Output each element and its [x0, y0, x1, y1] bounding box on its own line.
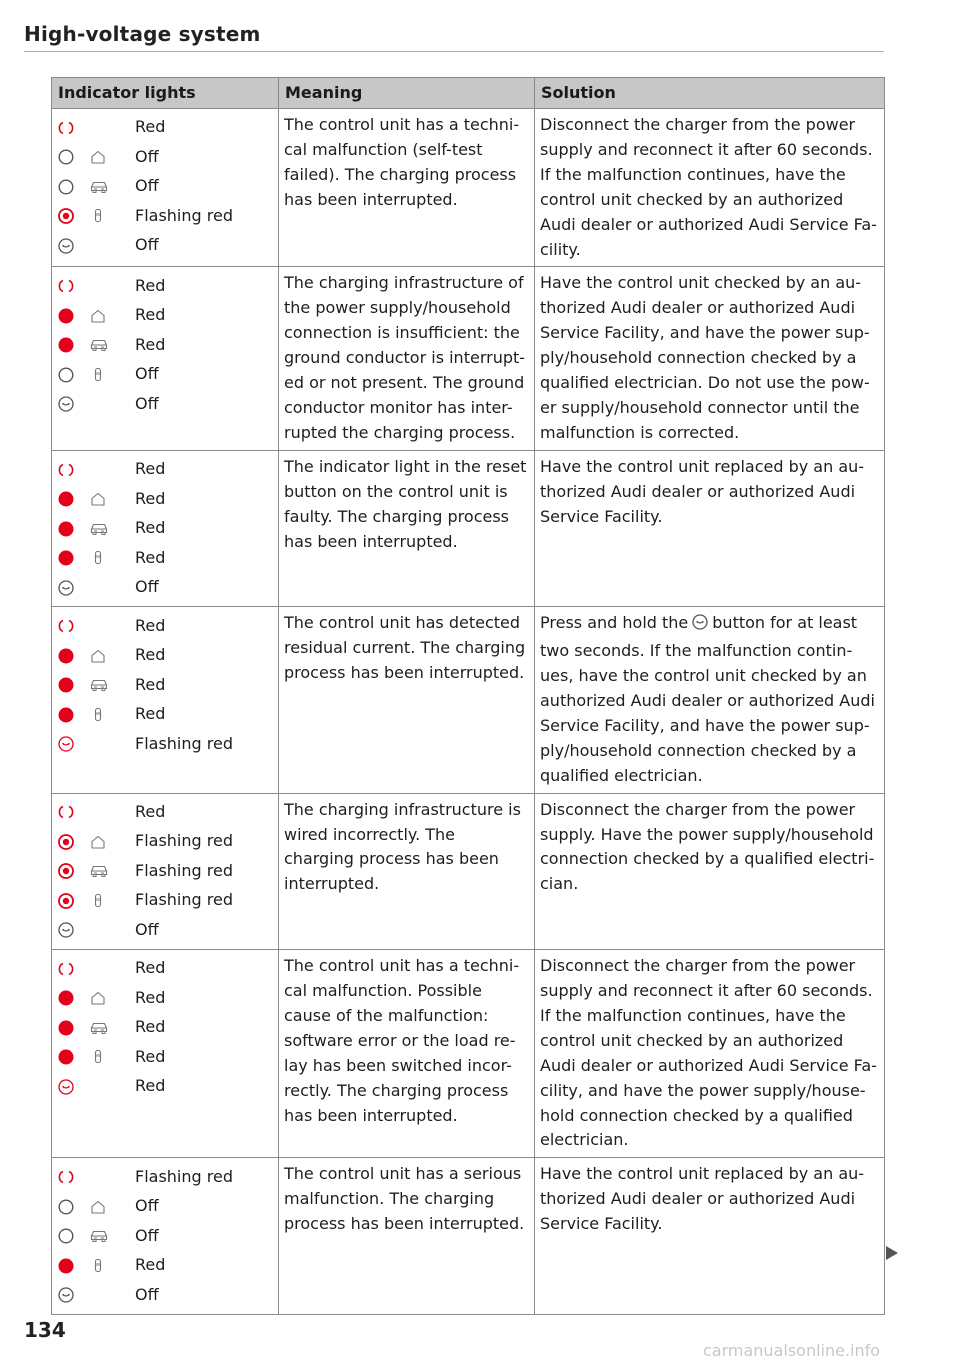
indicator-light-row: [55, 827, 273, 857]
meaning-cell: The charging infrastructure is wired incorrectly. The charging process has been interrupted.: [279, 793, 535, 950]
watermark: carmanualsonline.info: [703, 1341, 881, 1360]
target-red-icon: [55, 833, 87, 851]
indicator-state: Flashing red: [135, 733, 233, 753]
reset-button-icon: [55, 1286, 87, 1304]
solid-red-icon: [55, 307, 87, 325]
indicator-light-row: [55, 1251, 273, 1281]
page-number: 134: [24, 1318, 66, 1342]
table-row: [52, 109, 885, 267]
indicator-light-row: [55, 954, 273, 984]
plug-icon: [87, 207, 135, 225]
plug-icon: [87, 1048, 135, 1066]
indicator-light-row: [55, 611, 273, 641]
hollow-circle-icon: [55, 1227, 87, 1245]
meaning-cell: The indicator light in the reset button on the control unit is faulty. The charging process has been interrupted.: [279, 450, 535, 607]
plug-icon: [87, 549, 135, 567]
solution-cell: Disconnect the charger from the power supply and reconnect it after 60 seconds. If the malfunction continues, have the control unit checked by an authorized Audi dealer or authorized Audi Service Fa-cility, and have the power supply/house-hold connection checked by a qualified electrician.: [535, 950, 885, 1158]
indicator-light-row: [55, 1221, 273, 1251]
indicator-lights-cell: [52, 450, 279, 607]
indicator-state: Red: [135, 334, 166, 354]
indicator-state: Off: [135, 1225, 159, 1245]
target-red-icon: [55, 862, 87, 880]
plug-icon: [87, 892, 135, 910]
hollow-circle-icon: [55, 178, 87, 196]
solid-red-icon: [55, 706, 87, 724]
indicator-state: Off: [135, 235, 159, 255]
solution-cell: Have the control unit checked by an au-thorized Audi dealer or authorized Audi Service Facility, and have the power sup-ply/household connection checked by a qualified electrician. Do not use the pow-er supply/household connector until the malfunction is corrected.: [535, 267, 885, 450]
solid-red-icon: [55, 1019, 87, 1037]
indicator-light-row: [55, 700, 273, 730]
indicator-light-row: [55, 1043, 273, 1073]
indicator-light-row: [55, 389, 273, 419]
car-icon: [87, 178, 135, 196]
solid-red-icon: [55, 336, 87, 354]
car-icon: [87, 1227, 135, 1245]
indicator-light-row: [55, 1280, 273, 1310]
indicator-lights-cell: [52, 950, 279, 1158]
house-icon: [87, 490, 135, 508]
reset-button-icon: [55, 579, 87, 597]
indicator-state: Red: [135, 275, 166, 295]
indicator-light-row: [55, 360, 273, 390]
indicator-light-row: [55, 857, 273, 887]
indicator-state: Off: [135, 1284, 159, 1304]
title-divider: [24, 51, 884, 52]
table-header-row: [52, 78, 885, 109]
indicator-state: Flashing red: [135, 860, 233, 880]
indicator-light-row: [55, 301, 273, 331]
indicator-state: Off: [135, 364, 159, 384]
house-icon: [87, 1198, 135, 1216]
ring-red-icon: [55, 461, 87, 479]
table-row: [52, 267, 885, 450]
indicator-light-row: [55, 484, 273, 514]
indicator-light-row: [55, 916, 273, 946]
indicator-state: Red: [135, 645, 166, 665]
meaning-cell: The charging infrastructure of the power supply/household connection is insufficient: the ground conductor is interrupt-ed or not present. The ground conductor monitor has inter-rupted the charging process.: [279, 267, 535, 450]
solution-cell: [535, 607, 885, 793]
solution-cell: Have the control unit replaced by an au-thorized Audi dealer or authorized Audi Service Facility.: [535, 1158, 885, 1315]
house-icon: [87, 307, 135, 325]
solid-red-icon: [55, 676, 87, 694]
indicator-light-row: [55, 172, 273, 202]
table-row: [52, 793, 885, 950]
meaning-cell: The control unit has a techni-cal malfunction (self-test failed). The charging process has been interrupted.: [279, 109, 535, 267]
solid-red-icon: [55, 1048, 87, 1066]
meaning-cell: The control unit has a serious malfunction. The charging process has been interrupted.: [279, 1158, 535, 1315]
ring-red-icon: [55, 277, 87, 295]
indicator-light-row: [55, 1162, 273, 1192]
indicator-light-row: [55, 670, 273, 700]
indicator-light-row: [55, 271, 273, 301]
indicator-light-row: [55, 729, 273, 759]
indicator-state: Flashing red: [135, 831, 233, 851]
hollow-circle-icon: [55, 1198, 87, 1216]
car-icon: [87, 676, 135, 694]
house-icon: [87, 833, 135, 851]
indicator-light-row: [55, 798, 273, 828]
indicator-light-row: [55, 231, 273, 261]
indicator-state: Off: [135, 1196, 159, 1216]
hollow-circle-icon: [55, 148, 87, 166]
indicator-state: Red: [135, 305, 166, 325]
indicator-state: Red: [135, 1046, 166, 1066]
meaning-cell: The control unit has detected residual current. The charging process has been interrupted.: [279, 607, 535, 793]
car-icon: [87, 1019, 135, 1037]
indicator-light-row: [55, 113, 273, 143]
car-icon: [87, 862, 135, 880]
indicator-lights-cell: [52, 1158, 279, 1315]
ring-red-icon: [55, 960, 87, 978]
meaning-cell: The control unit has a techni-cal malfunction. Possible cause of the malfunction: software error or the load re-lay has been switched incor-rectly. The charging process has been interrupted.: [279, 950, 535, 1158]
indicator-state: Red: [135, 1076, 166, 1096]
table-row: [52, 607, 885, 793]
indicator-light-row: [55, 1013, 273, 1043]
house-icon: [87, 148, 135, 166]
ring-red-icon: [55, 803, 87, 821]
indicator-state: Off: [135, 393, 159, 413]
house-icon: [87, 647, 135, 665]
solution-text: Press and hold the: [540, 613, 689, 633]
indicator-state: Red: [135, 547, 166, 567]
indicator-table: [51, 77, 885, 1315]
indicator-state: Red: [135, 801, 166, 821]
solution-cell: Have the control unit replaced by an au-thorized Audi dealer or authorized Audi Service Facility.: [535, 450, 885, 607]
indicator-lights-cell: [52, 793, 279, 950]
plug-icon: [87, 706, 135, 724]
indicator-light-row: [55, 455, 273, 485]
solution-cell: Disconnect the charger from the power supply and reconnect it after 60 seconds. If the malfunction continues, have the control unit checked by an authorized Audi dealer or authorized Audi Service Fa-cility.: [535, 109, 885, 267]
column-header-indicator-lights: Indicator lights: [52, 78, 279, 109]
indicator-state: Red: [135, 459, 166, 479]
indicator-light-row: [55, 1192, 273, 1222]
table-row: [52, 450, 885, 607]
reset-button-icon: [55, 237, 87, 255]
page-title: High-voltage system: [24, 22, 261, 46]
indicator-state: Red: [135, 1017, 166, 1037]
indicator-state: Red: [135, 1255, 166, 1275]
solid-red-icon: [55, 490, 87, 508]
indicator-state: Off: [135, 146, 159, 166]
plug-icon: [87, 366, 135, 384]
car-icon: [87, 336, 135, 354]
indicator-state: Flashing red: [135, 890, 233, 910]
reset-button-icon: [55, 921, 87, 939]
continue-arrow-icon: [886, 1246, 898, 1260]
target-red-icon: [55, 207, 87, 225]
indicator-state: Off: [135, 919, 159, 939]
indicator-light-row: [55, 330, 273, 360]
indicator-state: Red: [135, 987, 166, 1007]
indicator-state: Off: [135, 577, 159, 597]
indicator-state: Red: [135, 117, 166, 137]
car-icon: [87, 520, 135, 538]
indicator-lights-cell: [52, 267, 279, 450]
ring-red-icon: [55, 1168, 87, 1186]
reset-button-red-icon: [55, 735, 87, 753]
indicator-light-row: [55, 984, 273, 1014]
indicator-state: Red: [135, 958, 166, 978]
indicator-state: Red: [135, 518, 166, 538]
indicator-light-row: [55, 514, 273, 544]
house-icon: [87, 989, 135, 1007]
reset-button-red-icon: [55, 1078, 87, 1096]
ring-red-icon: [55, 119, 87, 137]
indicator-light-row: [55, 202, 273, 232]
indicator-light-row: [55, 573, 273, 603]
solid-red-icon: [55, 989, 87, 1007]
solid-red-icon: [55, 1257, 87, 1275]
solid-red-icon: [55, 520, 87, 538]
ring-red-icon: [55, 617, 87, 635]
table-row: [52, 950, 885, 1158]
solution-text: button for at least two seconds. If the malfunction contin-ues, have the control unit checked by an authorized Audi dealer or authorized Audi Service Facility, and have the power sup-ply/household connection checked by a qualified electrician.: [540, 613, 875, 785]
indicator-state: Off: [135, 176, 159, 196]
reset-button-icon: [691, 613, 709, 639]
indicator-light-row: [55, 143, 273, 173]
solution-cell: Disconnect the charger from the power supply. Have the power supply/household connection checked by a qualified electri-cian.: [535, 793, 885, 950]
column-header-meaning: Meaning: [279, 78, 535, 109]
indicator-state: Red: [135, 488, 166, 508]
indicator-light-row: [55, 1072, 273, 1102]
indicator-lights-cell: [52, 607, 279, 793]
target-red-icon: [55, 892, 87, 910]
reset-button-icon: [55, 395, 87, 413]
hollow-circle-icon: [55, 366, 87, 384]
solid-red-icon: [55, 647, 87, 665]
indicator-state: Flashing red: [135, 205, 233, 225]
indicator-state: Red: [135, 615, 166, 635]
table-row: [52, 1158, 885, 1315]
indicator-light-row: [55, 543, 273, 573]
indicator-state: Red: [135, 674, 166, 694]
indicator-state: Flashing red: [135, 1166, 233, 1186]
indicator-light-row: [55, 641, 273, 671]
indicator-state: Red: [135, 704, 166, 724]
solid-red-icon: [55, 549, 87, 567]
indicator-lights-cell: [52, 109, 279, 267]
plug-icon: [87, 1257, 135, 1275]
column-header-solution: Solution: [535, 78, 885, 109]
indicator-light-row: [55, 886, 273, 916]
